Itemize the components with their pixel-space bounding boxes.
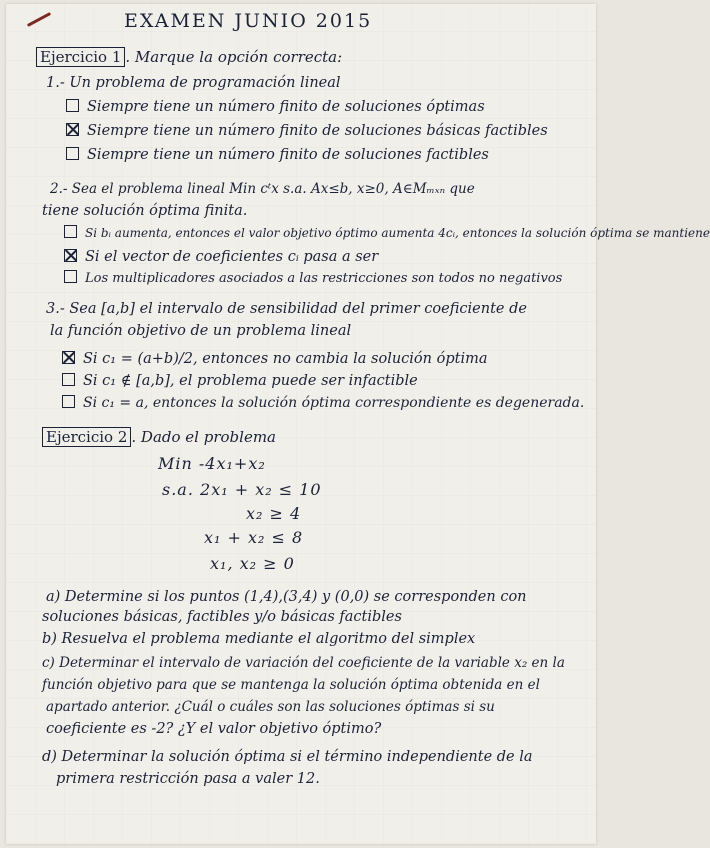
option-text: Los multiplicadores asociados a las restricciones son todos no negativos	[85, 271, 563, 286]
checkbox[interactable]	[66, 147, 79, 160]
checkbox-checked[interactable]	[64, 249, 77, 262]
checkbox[interactable]	[62, 395, 75, 408]
part-c-line-3: apartado anterior. ¿Cuál o cuáles son las soluciones óptimas si su	[46, 699, 495, 715]
checkbox[interactable]	[64, 270, 77, 283]
q3-option-2[interactable]	[62, 372, 418, 390]
q2-option-3[interactable]	[64, 270, 562, 288]
exercise-1-label: Ejercicio 1	[36, 47, 125, 67]
nonnegativity: x₁, x₂ ≥ 0	[210, 554, 295, 573]
part-b: b) Resuelva el problema mediante el algoritmo del simplex	[42, 631, 476, 647]
constraint-3: x₁ + x₂ ≤ 8	[204, 528, 304, 547]
q3-option-3[interactable]	[62, 394, 584, 412]
constraint-2: x₂ ≥ 4	[246, 504, 302, 523]
option-text: Siempre tiene un número finito de soluciones óptimas	[87, 99, 485, 115]
red-pen-mark	[27, 12, 51, 27]
option-text: Si el vector de coeficientes cᵢ pasa a ser	[85, 249, 379, 265]
part-c-line-1: c) Determinar el intervalo de variación del coeficiente de la variable x₂ en la	[42, 655, 565, 671]
question-3-stem: 3.- Sea [a,b] el intervalo de sensibilidad del primer coeficiente de	[46, 301, 527, 317]
exercise-2-intro: . Dado el problema	[131, 428, 276, 446]
exercise-1-instruction: . Marque la opción correcta:	[125, 48, 343, 66]
part-c-line-4: coeficiente es -2? ¿Y el valor objetivo óptimo?	[46, 721, 382, 737]
q2-option-2[interactable]	[64, 248, 378, 266]
q3-option-1[interactable]	[62, 350, 487, 368]
exercise-1-header	[36, 48, 342, 66]
part-a-line-2: soluciones básicas, factibles y/o básicas factibles	[42, 609, 402, 625]
checkbox-checked[interactable]	[66, 123, 79, 136]
checkbox-checked[interactable]	[62, 351, 75, 364]
checkbox[interactable]	[66, 99, 79, 112]
part-c-line-2: función objetivo para que se mantenga la solución óptima obtenida en el	[42, 677, 540, 693]
page-title: EXAMEN JUNIO 2015	[124, 10, 373, 32]
option-text: Si c₁ ∉ [a,b], el problema puede ser infactible	[83, 373, 418, 389]
q1-option-2[interactable]	[66, 122, 548, 140]
option-text: Si c₁ = (a+b)/2, entonces no cambia la solución óptima	[83, 351, 488, 367]
checkbox[interactable]	[64, 225, 77, 238]
question-2-stem: 2.- Sea el problema lineal Min cᵗx s.a. Ax≤b, x≥0, A∈Mₘₓₙ que	[50, 181, 475, 197]
question-2-stem-2: tiene solución óptima finita.	[42, 203, 248, 219]
part-a-line-1: a) Determine si los puntos (1,4),(3,4) y (0,0) se corresponden con	[46, 589, 527, 605]
q1-option-1[interactable]	[66, 98, 485, 116]
exam-sheet	[6, 4, 710, 844]
option-text: Si c₁ = a, entonces la solución óptima correspondiente es degenerada.	[83, 395, 585, 411]
option-text: Si bᵢ aumenta, entonces el valor objetivo óptimo aumenta 4cᵢ, entonces la solución óptima se mantiene	[85, 226, 710, 240]
exercise-2-header	[42, 428, 276, 446]
part-d-line-2: primera restricción pasa a valer 12.	[56, 771, 320, 787]
q2-option-1[interactable]	[64, 224, 710, 242]
option-text: Siempre tiene un número finito de soluciones básicas factibles	[87, 123, 548, 139]
checkbox[interactable]	[62, 373, 75, 386]
option-text: Siempre tiene un número finito de soluciones factibles	[87, 147, 489, 163]
exercise-2-label: Ejercicio 2	[42, 427, 131, 447]
constraint-1: s.a. 2x₁ + x₂ ≤ 10	[162, 480, 322, 499]
q1-option-3[interactable]	[66, 146, 489, 164]
part-d-line-1: d) Determinar la solución óptima si el término independiente de la	[42, 749, 533, 765]
objective-line: Min -4x₁+x₂	[158, 454, 266, 473]
question-1-stem: 1.- Un problema de programación lineal	[46, 75, 341, 91]
question-3-stem-2: la función objetivo de un problema lineal	[50, 323, 352, 339]
